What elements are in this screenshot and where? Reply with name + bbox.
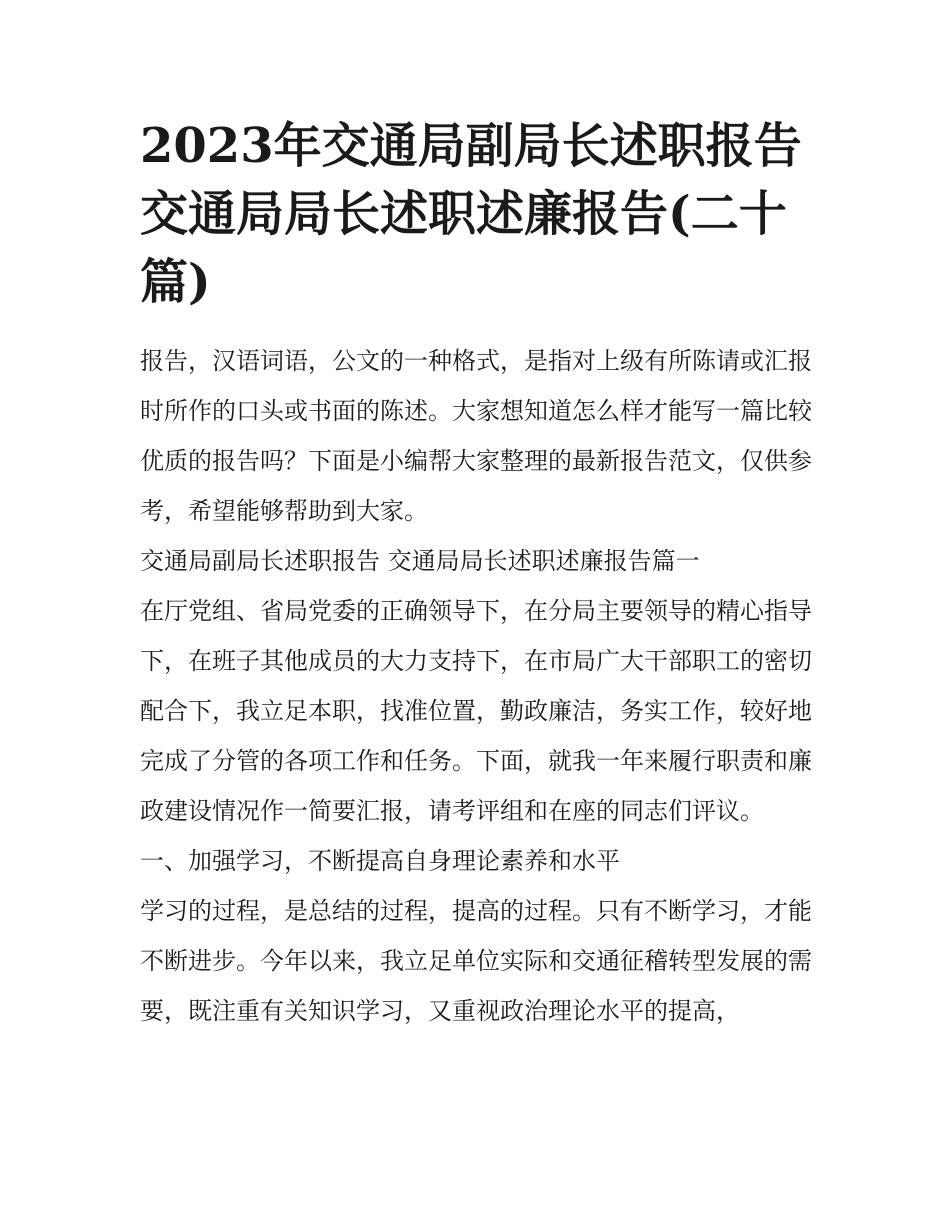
document-title: 2023年交通局副局长述职报告 交通局局长述职述廉报告(二十篇): [140, 118, 802, 310]
section-title: 交通局副局长述职报告 交通局局长述职述廉报告篇一: [140, 547, 700, 575]
section-heading-1: 一、加强学习，不断提高自身理论素养和水平: [140, 847, 620, 875]
body-paragraph-2: 学习的过程，是总结的过程，提高的过程。只有不断学习，才能不断进步。今年以来，我立足单位实际和交通征稽转型发展的需要，既注重有关知识学习，又重视政治理论水平的提高，: [140, 897, 812, 1025]
intro-paragraph: 报告，汉语词语，公文的一种格式，是指对上级有所陈请或汇报时所作的口头或书面的陈述。大家想知道怎么样才能写一篇比较优质的报告吗？下面是小编帮大家整理的最新报告范文，仅供参考，希望能够帮助到大家。: [140, 347, 812, 525]
document-page: [140, 112, 812, 1036]
body-paragraph-1: 在厅党组、省局党委的正确领导下，在分局主要领导的精心指导下，在班子其他成员的大力支持下，在市局广大干部职工的密切配合下，我立足本职，找准位置，勤政廉洁，务实工作，较好地完成了分管的各项工作和任务。下面，就我一年来履行职责和廉政建设情况作一简要汇报，请考评组和在座的同志们评议。: [140, 597, 812, 825]
